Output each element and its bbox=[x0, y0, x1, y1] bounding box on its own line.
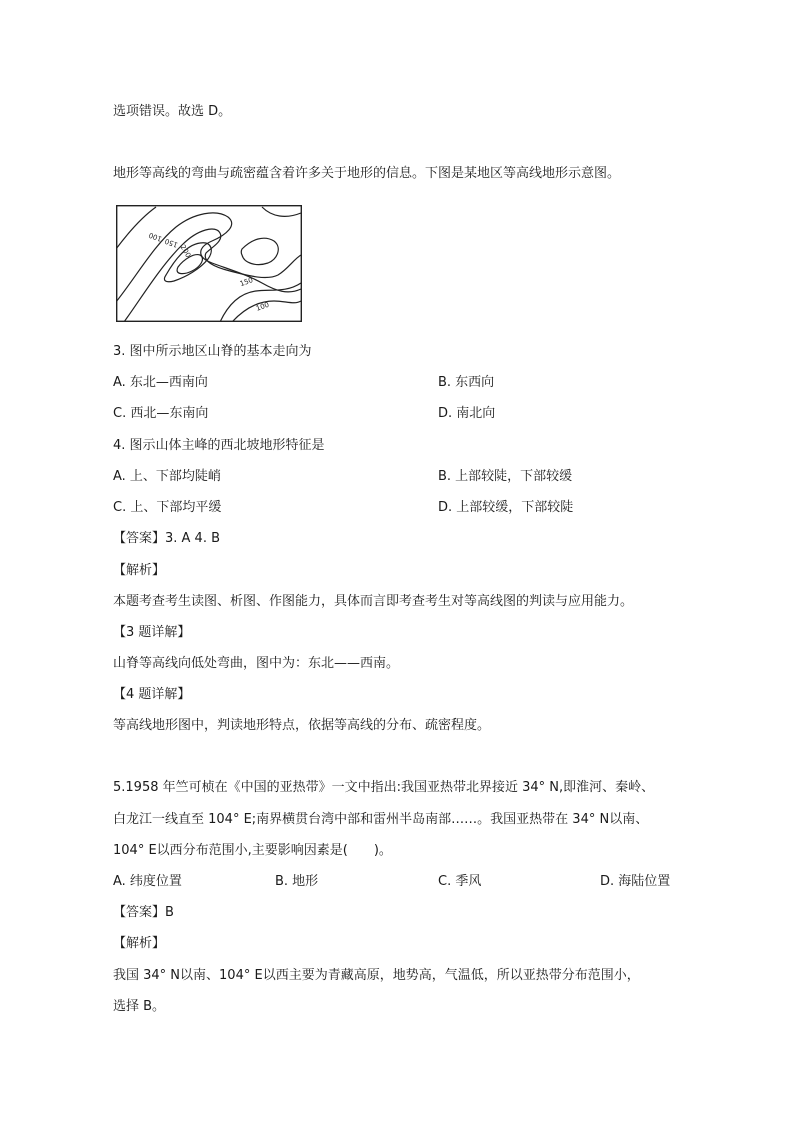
contour-label-3: 200 bbox=[178, 243, 193, 260]
analysis-5-heading: 【解析】 bbox=[113, 936, 166, 951]
contour-label-5: 100 bbox=[254, 300, 271, 313]
q3-option-a: A. 东北—西南向 bbox=[113, 375, 208, 390]
q4-option-c: C. 上、下部均平缓 bbox=[113, 500, 222, 515]
q5-option-d: D. 海陆位置 bbox=[600, 874, 671, 889]
analysis-text: 本题考查考生读图、析图、作图能力，具体而言即考查考生对等高线图的判读与应用能力。 bbox=[113, 594, 634, 609]
answer-3-4: 【答案】3. A 4. B bbox=[113, 531, 221, 546]
q5-option-a: A. 纬度位置 bbox=[113, 874, 182, 889]
intro-tail: 选项错误。故选 D。 bbox=[113, 104, 232, 119]
q4-stem: 4. 图示山体主峰的西北坡地形特征是 bbox=[113, 438, 325, 453]
q5-stem-line-1: 5.1958 年竺可桢在《中国的亚热带》一文中指出:我国亚热带北界接近 34° N,即淮河、秦岭、 bbox=[113, 780, 655, 795]
q5-option-c: C. 季风 bbox=[438, 874, 482, 889]
answer-5: 【答案】B bbox=[113, 905, 174, 920]
q3-stem: 3. 图中所示地区山脊的基本走向为 bbox=[113, 344, 312, 359]
contour-label-4: 150 bbox=[238, 276, 255, 289]
q3-option-d: D. 南北向 bbox=[438, 406, 496, 421]
contour-label-2: 150 bbox=[163, 236, 180, 249]
analysis-heading: 【解析】 bbox=[113, 563, 166, 578]
q4-option-b: B. 上部较陡，下部较缓 bbox=[438, 469, 573, 484]
contour-map bbox=[116, 205, 302, 322]
contour-label-1: 100 bbox=[147, 230, 164, 243]
q4-option-d: D. 上部较缓，下部较陡 bbox=[438, 500, 574, 515]
passage: 地形等高线的弯曲与疏密蕴含着许多关于地形的信息。下图是某地区等高线地形示意图。 bbox=[113, 166, 621, 181]
detail-4-heading: 【4 题详解】 bbox=[113, 687, 191, 702]
q3-option-b: B. 东西向 bbox=[438, 375, 495, 390]
q5-option-b: B. 地形 bbox=[275, 874, 319, 889]
detail-3-text: 山脊等高线向低处弯曲，图中为：东北——西南。 bbox=[113, 656, 400, 671]
q3-option-c: C. 西北—东南向 bbox=[113, 406, 209, 421]
q5-stem-line-2: 白龙江一线直至 104° E;南界横贯台湾中部和雷州半岛南部……。我国亚热带在 34° N以南、 bbox=[113, 812, 649, 827]
analysis-5-line-2: 选择 B。 bbox=[113, 999, 166, 1014]
analysis-5-line-1: 我国 34° N以南、104° E以西主要为青藏高原，地势高，气温低，所以亚热带分布范围小， bbox=[113, 968, 640, 983]
q4-option-a: A. 上、下部均陡峭 bbox=[113, 469, 221, 484]
detail-4-text: 等高线地形图中，判读地形特点，依据等高线的分布、疏密程度。 bbox=[113, 718, 491, 733]
detail-3-heading: 【3 题详解】 bbox=[113, 625, 191, 640]
q5-stem-line-3: 104° E以西分布范围小,主要影响因素是( )。 bbox=[113, 843, 392, 858]
